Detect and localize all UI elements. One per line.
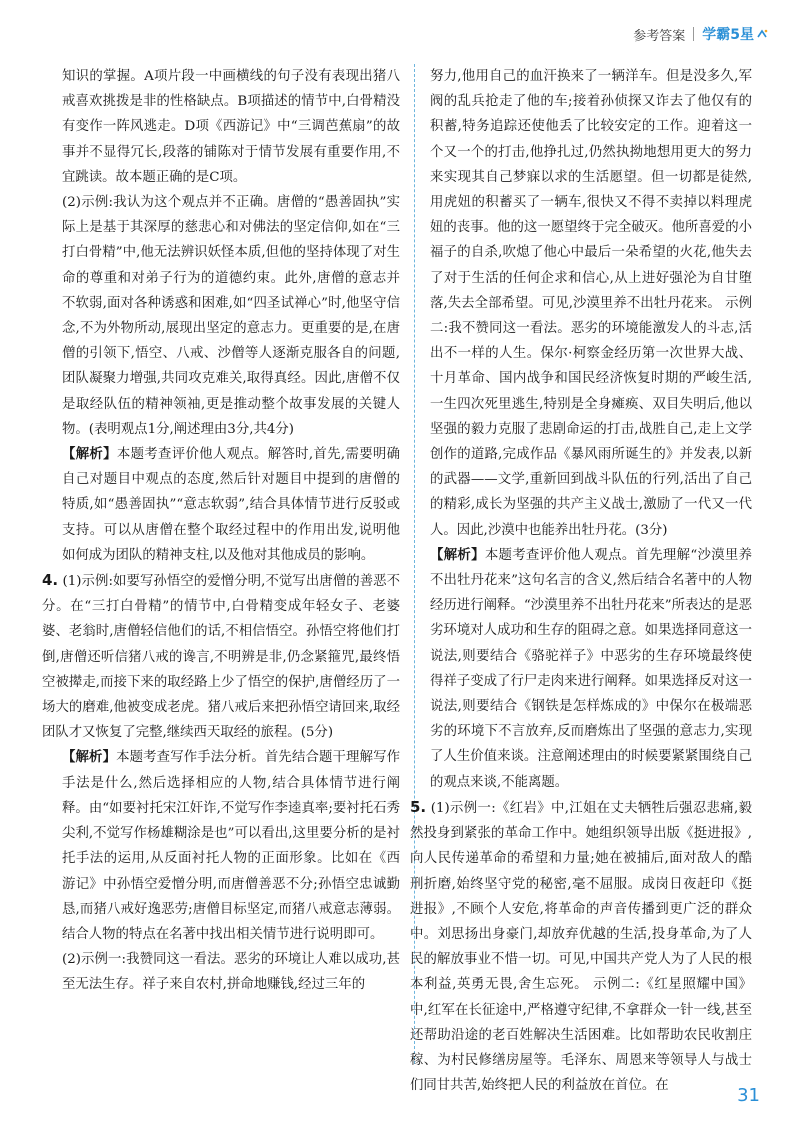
analysis-tag: 【解析】 xyxy=(62,447,117,463)
star-spark-icon xyxy=(756,28,768,40)
page-header xyxy=(633,14,768,54)
score-note: (3分) xyxy=(635,522,668,538)
analysis-tag: 【解析】 xyxy=(430,547,485,563)
header-label: 参考答案 xyxy=(633,28,686,44)
paragraph: 知识的掌握。A项片段一中画横线的句子没有表现出猪八戒喜欢挑拨是非的性格缺点。B项描述的情节中,白骨精没有变作一阵风逃走。D项《西游记》中“三调芭蕉扇”的故事并不显得冗长,段落的铺陈对于情节发展有重要作用,不宜跳读。故本题正确的是C项。 xyxy=(62,69,400,185)
analysis-paragraph: 【解析】本题考查评价他人观点。首先理解“沙漠里养不出牡丹花来”这句名言的含义,然后结合名著中的人物经历进行阐释。“沙漠里养不出牡丹花来”所表达的是恶劣环境对人成功和生存的阻碍之意。如果选择同意这一说法,则要结合《骆驼祥子》中恶劣的生存环境最终使得祥子变成了行尸走肉来进行阐释。如果选择反对这一说法,则要结合《钢铁是怎样炼成的》中保尔在极端恶劣的环境下不言放弃,反而磨炼出了坚强的意志力,实现了人生价值来谈。注意阐述理由的时候要紧紧围绕自己的观点来谈,不能离题。 xyxy=(430,547,752,790)
brand-text: 学霸5星 xyxy=(702,27,754,43)
analysis-paragraph: 【解析】本题考查评价他人观点。解答时,首先,需要明确自己对题目中观点的态度,然后针对题目中提到的唐僧的特质,如“愚善固执”“意志软弱”,结合具体情节进行反驳或支持。可以从唐僧在整个取经过程中的作用出发,说明他如何成为团队的精神支柱,以及他对其他成员的影响。 xyxy=(62,447,401,563)
paragraph: (2)示例:我认为这个观点并不正确。唐僧的“愚善固执”实际上是基于其深厚的慈悲心和对佛法的坚定信仰,如在“三打白骨精”中,他无法辨识妖怪本质,但他的坚持体现了对生命的尊重和对弟子行为的道德约束。此外,唐僧的意志并不软弱,面对各种诱惑和困难,如“四圣试禅心”时,他坚守信念,不为外物所动,展现出坚定的意志力。更重要的是,在唐僧的引领下,悟空、八戒、沙僧等人逐渐克服各自的问题,团队凝聚力增强,共同攻克难关,取得真经。因此,唐僧不仅是取经队伍的精神领袖,更是推动整个故事发展的关键人物。(表明观点1分,阐述理由3分,共4分) xyxy=(62,195,400,437)
left-column xyxy=(42,64,401,1076)
question-number: 5. xyxy=(410,797,427,816)
header-divider xyxy=(693,27,694,41)
question-5: 5. (1)示例一:《红岩》中,江姐在丈夫牺牲后强忍悲痛,毅然投身到紧张的革命工作中。她组织领导出版《挺进报》,向人民传递革命的希望和力量;她在被捕后,面对敌人的酷刑折磨,始终坚守党的秘密,毫不屈服。成岗日夜赶印《挺进报》,不顾个人安危,将革命的声音传播到更广泛的群众中。刘思扬出身豪门,却放弃优越的生活,投身革命,为了人民的解放事业不惜一切。可见,中国共产党人为了人民的根本利益,英勇无畏,舍生忘死。 示例二:《红星照耀中国》中,红军在长征途中,严格遵守纪律,不拿群众一针一线,甚至还帮助沿途的老百姓解决生活困难。比如帮助农民收割庄稼、为村民修缮房屋等。毛泽东、周恩来等领导人与战士们同甘共苦,始终把人民的利益放在首位。在 xyxy=(410,797,752,1094)
brand-logo xyxy=(702,24,768,44)
paragraph: (2)示例一:我赞同这一看法。恶劣的环境让人难以成功,甚至无法生存。祥子来自农村,拼命地赚钱,经过三年的 xyxy=(62,952,400,993)
analysis-tag: 【解析】 xyxy=(62,750,117,766)
paragraph: 努力,他用自己的血汗换来了一辆洋车。但是没多久,军阀的乱兵抢走了他的车;接着孙侦探又诈去了他仅有的积蓄,特务追踪还使他丢了比较安定的工作。迎着这一个又一个的打击,他挣扎过,仍然执拗地想用更大的努力来实现其自己梦寐以求的生活愿望。但一切都是徒然,用虎妞的积蓄买了一辆车,很快又不得不卖掉以料理虎妞的丧事。他的这一愿望终于完全破灭。他所喜爱的小福子的自杀,吹熄了他心中最后一朵希望的火花,他失去了对于生活的任何企求和信心,从上进好强沦为自甘堕落,失去全部希望。可见,沙漠里养不出牡丹花来。 示例二:我不赞同这一看法。恶劣的环境能激发人的斗志,活出不一样的人生。保尔·柯察金经历第一次世界大战、十月革命、国内战争和国民经济恢复时期的严峻生活,一生四次死里逃生,特别是全身瘫痪、双目失明后,他以坚强的毅力克服了悲剧命运的打击,战胜自己,走上文学创作的道路,完成作品《暴风雨所诞生的》并发表,以新的武器——文学,重新回到战斗队伍的行列,活出了自己的精彩,成长为坚强的共产主义战士,激励了一代又一代人。因此,沙漠中也能养出牡丹花。(3分) xyxy=(430,69,753,538)
question-4: 4. (1)示例:如要写孙悟空的爱憎分明,不觉写出唐僧的善恶不分。在“三打白骨精”的情节中,白骨精变成年轻女子、老婆婆、老翁时,唐僧轻信他们的话,不相信悟空。孙悟空将他们打倒,唐僧还听信猪八戒的谗言,不明辨是非,仍念紧箍咒,最终悟空被撵走,而接下来的取经路上少了悟空的保护,唐僧经历了一场大的磨难,他被变成老虎。猪八戒后来把孙悟空请回来,取经团队才又恢复了完整,继续西天取经的旅程。(5分) xyxy=(42,571,401,741)
page-number: 31 xyxy=(737,1085,760,1106)
analysis-paragraph: 【解析】本题考查写作手法分析。首先结合题干理解写作手法是什么,然后选择相应的人物,结合具体情节进行阐释。由“如要衬托宋江奸诈,不觉写作李逵真率;要衬托石秀尖利,不觉写作杨雄糊涂是也”可以看出,这里要分析的是衬托手法的运用,从反面衬托人物的正面形象。比如在《西游记》中孙悟空爱憎分明,而唐僧善恶不分;孙悟空忠诚勤恳,而猪八戒好逸恶劳;唐僧目标坚定,而猪八戒意志薄弱。结合人物的特点在名著中找出相关情节进行说明即可。 xyxy=(62,750,401,942)
score-note: (5分) xyxy=(300,725,334,741)
score-note: (表明观点1分,阐述理由3分,共4分) xyxy=(88,421,294,437)
right-column xyxy=(410,64,753,1094)
question-number: 4. xyxy=(42,571,59,590)
